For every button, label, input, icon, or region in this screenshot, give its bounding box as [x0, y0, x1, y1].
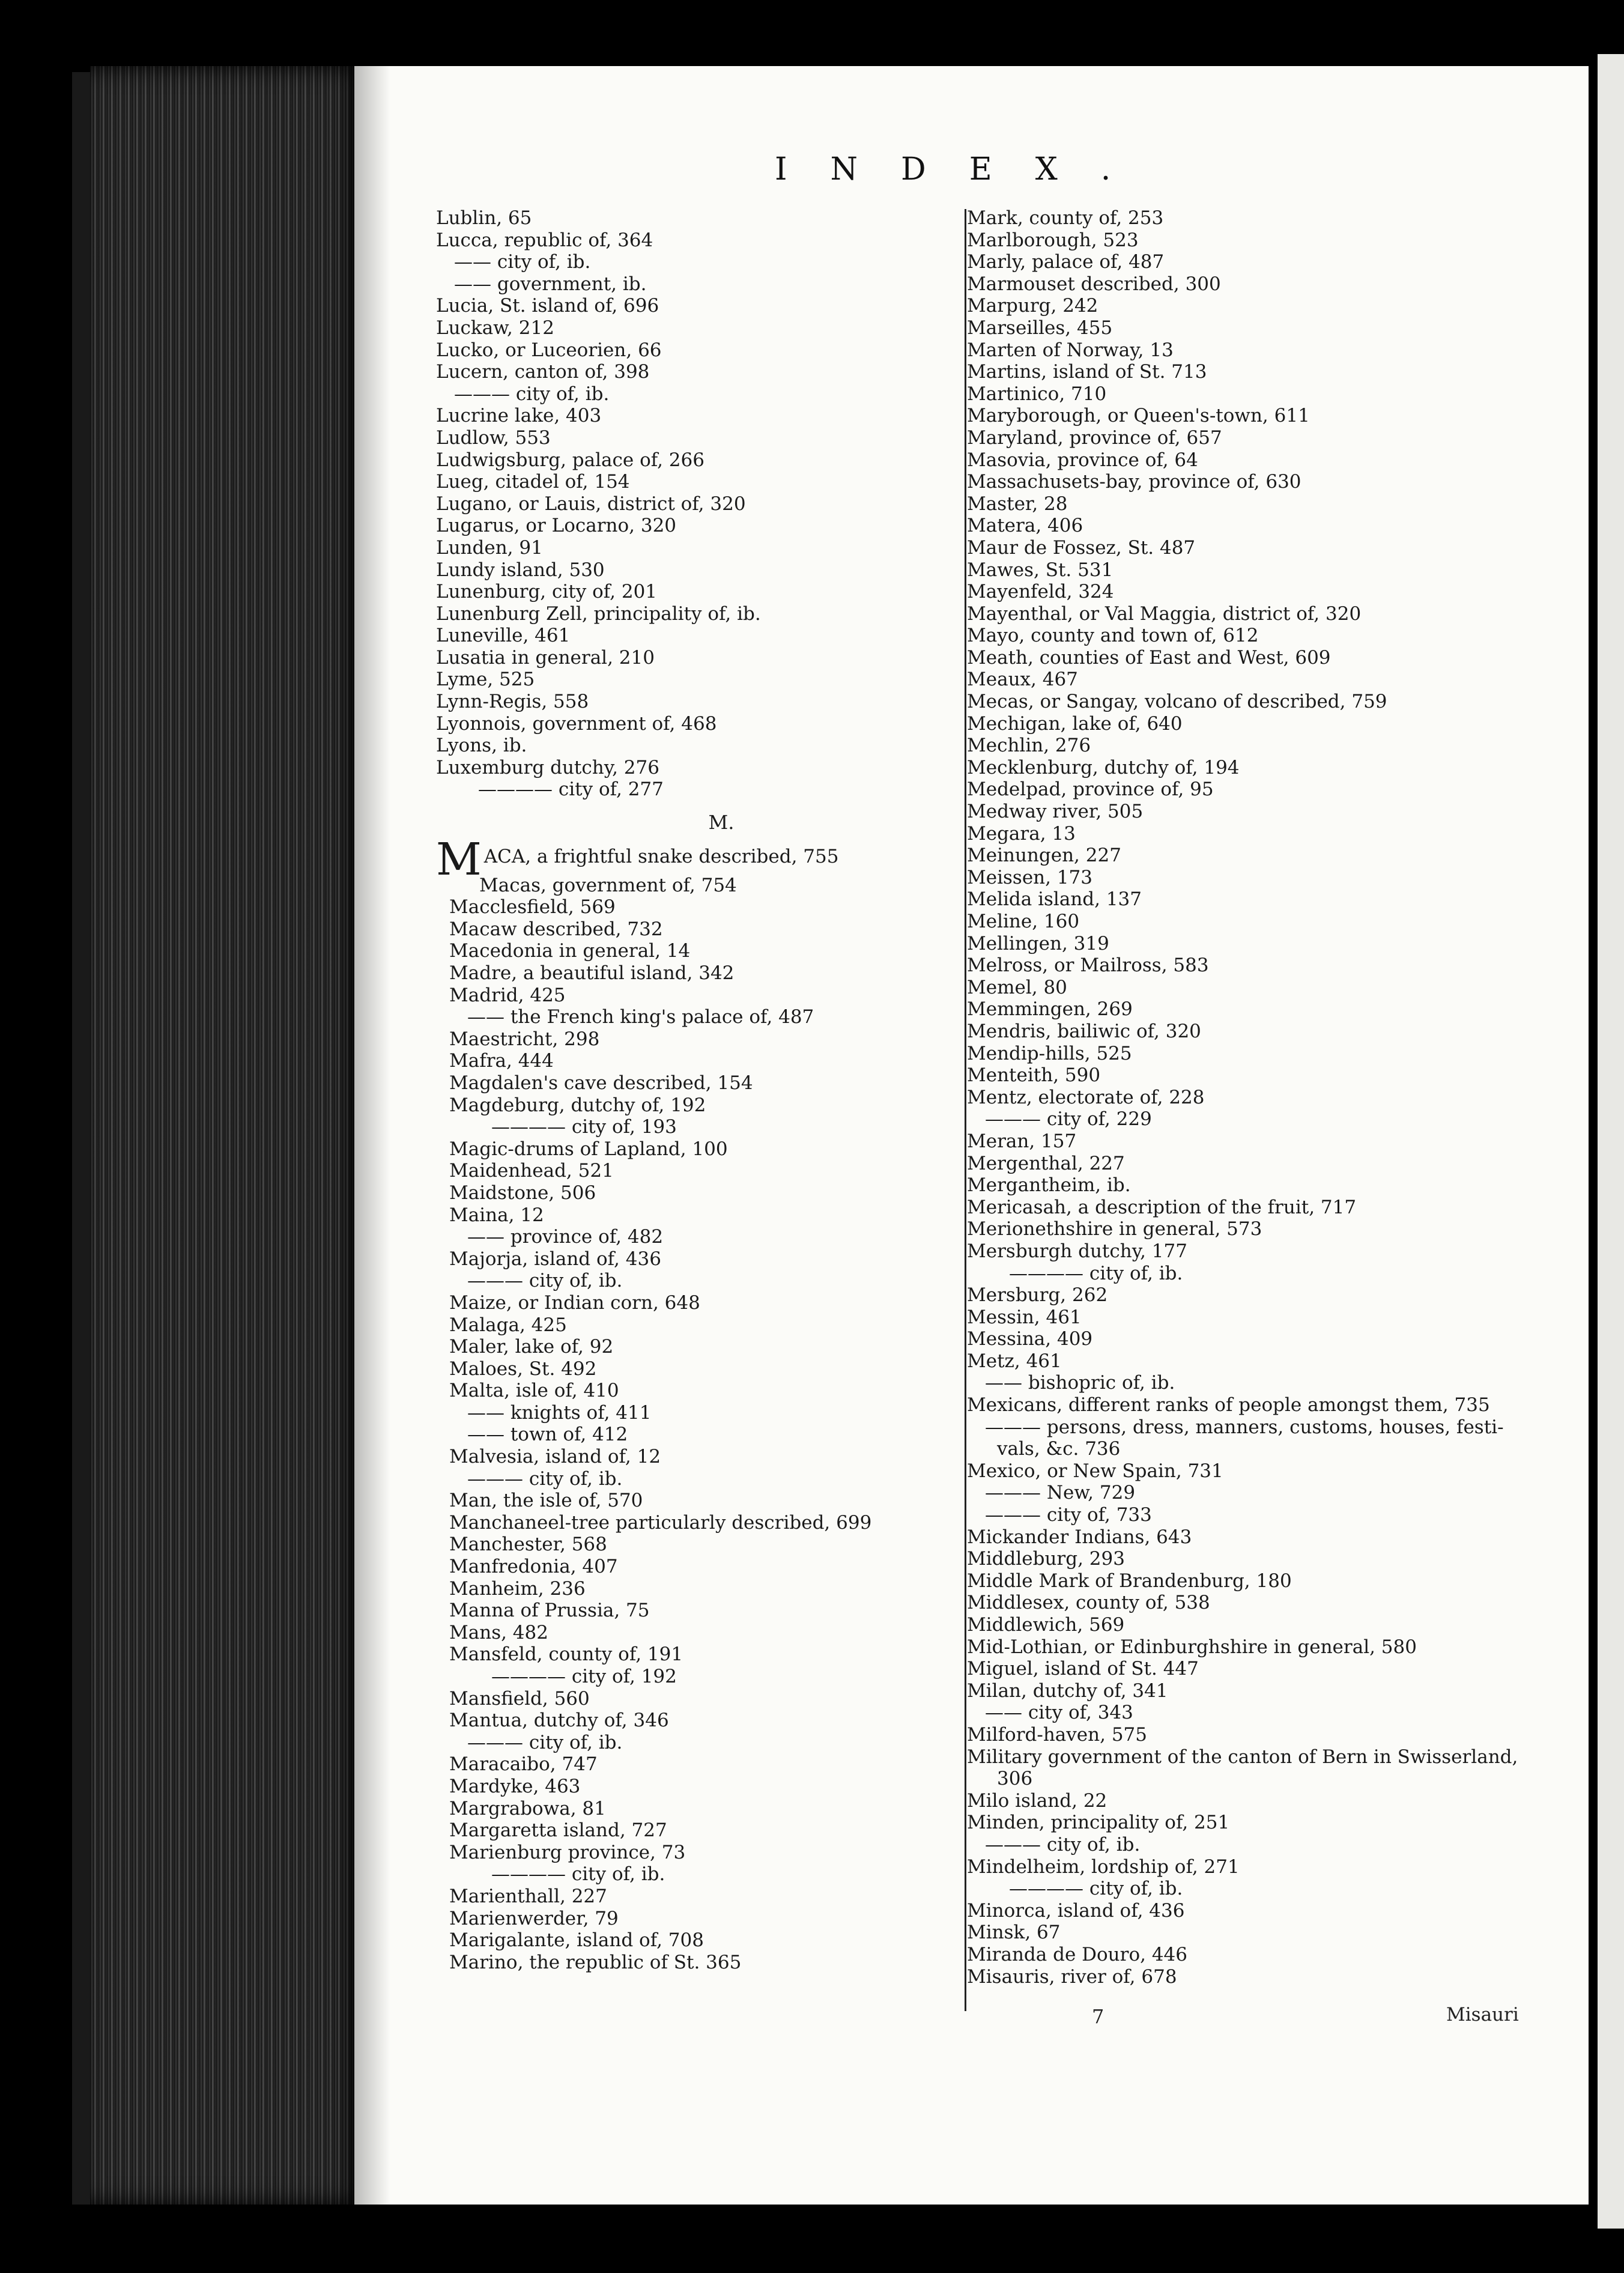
index-entry: Lucrine lake, 403 — [436, 405, 602, 427]
index-entry: Lunden, 91 — [436, 536, 543, 559]
index-entry: Lucca, republic of, 364 — [436, 229, 653, 251]
index-entry: Magic-drums of Lapland, 100 — [449, 1138, 728, 1160]
index-entry: Medway river, 505 — [967, 801, 1144, 823]
index-entry: Mansfeld, county of, 191 — [449, 1643, 683, 1666]
index-entry: Mendip-hills, 525 — [967, 1042, 1132, 1064]
index-entry: Mardyke, 463 — [449, 1775, 581, 1797]
index-entry: Mechigan, lake of, 640 — [967, 712, 1183, 735]
index-entry: Mecklenburg, dutchy of, 194 — [967, 756, 1240, 778]
index-entry: Madrid, 425 — [449, 984, 566, 1006]
index-entry: Mersburg, 262 — [967, 1284, 1108, 1306]
index-entry: Mayenthal, or Val Maggia, district of, 320 — [967, 602, 1362, 625]
index-entry: Middlewich, 569 — [967, 1614, 1125, 1636]
index-entry: Manheim, 236 — [449, 1577, 586, 1600]
index-entry: Lugarus, or Locarno, 320 — [436, 515, 677, 537]
index-entry: —— province of, 482 — [467, 1226, 664, 1248]
page-title: INDEX. — [775, 151, 1154, 187]
index-entry: Mellingen, 319 — [967, 932, 1109, 954]
index-entry: Middle Mark of Brandenburg, 180 — [967, 1570, 1292, 1592]
index-entry: Messina, 409 — [967, 1328, 1093, 1350]
index-entry: Majorja, island of, 436 — [449, 1248, 661, 1270]
index-entry: vals, &c. 736 — [997, 1438, 1121, 1460]
index-entry: MACA, a frightful snake described, 755 — [436, 833, 839, 885]
index-entry: Ludlow, 553 — [436, 426, 551, 449]
index-entry: Mafra, 444 — [449, 1050, 554, 1072]
index-entry: ——— persons, dress, manners, customs, houses, festi- — [985, 1416, 1504, 1438]
index-entry: Meissen, 173 — [967, 866, 1093, 888]
index-entry: Meran, 157 — [967, 1130, 1077, 1152]
index-entry: Mindelheim, lordship of, 271 — [967, 1856, 1240, 1878]
index-entry: Minden, principality of, 251 — [967, 1812, 1230, 1834]
index-entry: Mentz, electorate of, 228 — [967, 1086, 1205, 1108]
index-entry: Maryborough, or Queen's-town, 611 — [967, 405, 1310, 427]
index-entry: ——— city of, ib. — [467, 1270, 623, 1292]
drop-cap: M — [436, 833, 482, 885]
index-entry: Mergenthal, 227 — [967, 1152, 1125, 1174]
index-entry: Middleburg, 293 — [967, 1548, 1125, 1570]
gutter-shadow — [354, 66, 390, 2205]
index-entry: —— bishopric of, ib. — [985, 1372, 1175, 1394]
index-entry: Malaga, 425 — [449, 1314, 567, 1336]
index-entry: Merionethshire in general, 573 — [967, 1218, 1262, 1240]
index-entry: Mantua, dutchy of, 346 — [449, 1710, 669, 1732]
index-entry: Lyons, ib. — [436, 735, 527, 757]
index-entry: ——— city of, ib. — [454, 383, 610, 405]
index-entry: ———— city of, 192 — [491, 1666, 677, 1687]
index-entry: —— the French king's palace of, 487 — [467, 1006, 814, 1028]
index-entry: Massachusets-bay, province of, 630 — [967, 471, 1301, 493]
index-entry: Marienthall, 227 — [449, 1885, 607, 1907]
index-entry: Malta, isle of, 410 — [449, 1380, 619, 1402]
index-column-right — [967, 207, 1518, 1988]
index-entry: Maler, lake of, 92 — [449, 1336, 614, 1358]
index-entry: Macedonia in general, 14 — [449, 940, 691, 962]
index-entry: Madre, a beautiful island, 342 — [449, 962, 735, 984]
index-entry: Ludwigsburg, palace of, 266 — [436, 449, 704, 471]
index-entry: Luckaw, 212 — [436, 317, 554, 339]
index-entry: Maidstone, 506 — [449, 1182, 596, 1204]
index-entry: Metz, 461 — [967, 1350, 1062, 1372]
index-entry: Miranda de Douro, 446 — [967, 1943, 1187, 1965]
index-entry: Mecas, or Sangay, volcano of described, 759 — [967, 691, 1387, 713]
index-entry: ———— city of, 277 — [478, 778, 664, 801]
index-entry: Mawes, St. 531 — [967, 559, 1113, 581]
index-entry: Marten of Norway, 13 — [967, 339, 1174, 361]
index-entry: —— government, ib. — [454, 273, 647, 295]
index-entry: Meath, counties of East and West, 609 — [967, 646, 1331, 669]
index-entry: Middlesex, county of, 538 — [967, 1592, 1210, 1614]
index-entry: Lyme, 525 — [436, 669, 535, 691]
index-entry: Manna of Prussia, 75 — [449, 1600, 650, 1622]
index-entry: Manchester, 568 — [449, 1534, 607, 1556]
index-entry: Margrabowa, 81 — [449, 1797, 606, 1819]
index-entry: ——— city of, ib. — [467, 1467, 623, 1490]
index-entry: —— city of, ib. — [454, 251, 591, 273]
index-entry: Marseilles, 455 — [967, 317, 1113, 339]
index-entry: Mansfield, 560 — [449, 1687, 590, 1710]
index-entry: Maidenhead, 521 — [449, 1160, 614, 1182]
index-entry: Mans, 482 — [449, 1621, 548, 1643]
index-entry: ——— New, 729 — [985, 1482, 1136, 1504]
index-entry: 306 — [997, 1768, 1033, 1790]
index-entry: Marino, the republic of St. 365 — [449, 1951, 742, 1973]
index-entry: Lueg, citadel of, 154 — [436, 471, 630, 493]
index-entry: Maize, or Indian corn, 648 — [449, 1291, 700, 1314]
index-entry: ——— city of, ib. — [467, 1731, 623, 1753]
index-entry: —— knights of, 411 — [467, 1401, 652, 1424]
index-entry: Margaretta island, 727 — [449, 1819, 667, 1842]
index-entry: —— town of, 412 — [467, 1424, 628, 1446]
index-entry: Mersburgh dutchy, 177 — [967, 1240, 1187, 1262]
index-entry: Milan, dutchy of, 341 — [967, 1680, 1168, 1702]
index-column-left — [436, 207, 935, 1973]
index-entry: Maina, 12 — [449, 1204, 544, 1226]
column-divider — [965, 209, 966, 2011]
index-entry: Mickander Indians, 643 — [967, 1526, 1192, 1548]
index-entry: Misauris, river of, 678 — [967, 1965, 1177, 1988]
index-entry: Maracaibo, 747 — [449, 1753, 598, 1776]
next-page-edge — [1598, 54, 1624, 2229]
index-entry: Memmingen, 269 — [967, 998, 1133, 1021]
index-entry: Macaw described, 732 — [449, 918, 663, 940]
index-entry: Marpurg, 242 — [967, 295, 1098, 317]
index-entry: Luxemburg dutchy, 276 — [436, 756, 659, 778]
index-entry: Matera, 406 — [967, 515, 1083, 537]
section-letter: M. — [708, 811, 735, 834]
catchword: Misauri — [1446, 2004, 1519, 2026]
index-entry: Marienburg province, 73 — [449, 1841, 686, 1863]
index-entry: Miguel, island of St. 447 — [967, 1658, 1199, 1680]
index-entry: ———— city of, ib. — [491, 1863, 665, 1886]
index-entry: Memel, 80 — [967, 976, 1067, 998]
index-entry: Mexico, or New Spain, 731 — [967, 1460, 1223, 1482]
index-entry: Marigalante, island of, 708 — [449, 1929, 704, 1952]
index-entry: Lundy island, 530 — [436, 559, 605, 581]
index-entry: Lynn-Regis, 558 — [436, 691, 589, 713]
index-entry: ——— city of, ib. — [985, 1833, 1141, 1856]
index-entry: Maur de Fossez, St. 487 — [967, 536, 1196, 559]
signature-mark: 7 — [1092, 2005, 1104, 2028]
index-entry: Lugano, or Lauis, district of, 320 — [436, 493, 746, 515]
index-entry: ———— city of, ib. — [1009, 1878, 1183, 1900]
index-entry: Meline, 160 — [967, 911, 1080, 932]
index-entry: Mergantheim, ib. — [967, 1174, 1131, 1197]
index-entry: Lucia, St. island of, 696 — [436, 295, 659, 317]
index-entry: Lunenburg, city of, 201 — [436, 581, 658, 603]
index-entry: Macclesfield, 569 — [449, 896, 616, 918]
index-entry: Mechlin, 276 — [967, 735, 1091, 757]
index-entry: Magdeburg, dutchy of, 192 — [449, 1094, 706, 1116]
index-entry: ——— city of, 229 — [985, 1108, 1152, 1130]
index-entry: Messin, 461 — [967, 1306, 1082, 1328]
index-entry: Lublin, 65 — [436, 207, 532, 229]
index-entry: Magdalen's cave described, 154 — [449, 1072, 753, 1094]
index-entry: Lucko, or Luceorien, 66 — [436, 339, 662, 361]
index-entry: Meaux, 467 — [967, 669, 1078, 691]
index-entry: Milo island, 22 — [967, 1789, 1107, 1812]
index-entry: ———— city of, 193 — [491, 1116, 677, 1138]
index-entry: Man, the isle of, 570 — [449, 1490, 643, 1512]
index-entry: Medelpad, province of, 95 — [967, 778, 1214, 801]
index-entry: Maloes, St. 492 — [449, 1358, 597, 1380]
index-entry: Mayo, county and town of, 612 — [967, 625, 1259, 647]
index-entry: Lyonnois, government of, 468 — [436, 712, 717, 735]
index-entry: Malvesia, island of, 12 — [449, 1446, 661, 1468]
index-entry: Melross, or Mailross, 583 — [967, 954, 1209, 977]
index-entry: Marlborough, 523 — [967, 229, 1139, 251]
index-entry: Mayenfeld, 324 — [967, 581, 1114, 603]
index-entry: Megara, 13 — [967, 822, 1076, 845]
index-entry: Masovia, province of, 64 — [967, 449, 1198, 471]
index-entry: Minsk, 67 — [967, 1922, 1061, 1944]
index-entry: Lucern, canton of, 398 — [436, 361, 650, 383]
index-entry: Macas, government of, 754 — [479, 874, 737, 896]
index-entry: Lusatia in general, 210 — [436, 646, 655, 669]
index-entry: Military government of the canton of Bern in Swisserland, — [967, 1746, 1518, 1768]
index-entry: Marmouset described, 300 — [967, 273, 1221, 295]
index-entry: Luneville, 461 — [436, 625, 571, 647]
index-entry: Minorca, island of, 436 — [967, 1899, 1185, 1922]
index-entry: Lunenburg Zell, principality of, ib. — [436, 602, 761, 625]
index-entry: Master, 28 — [967, 493, 1068, 515]
index-entry: Maryland, province of, 657 — [967, 426, 1222, 449]
index-entry: ———— city of, ib. — [1009, 1262, 1183, 1284]
index-entry: Marienwerder, 79 — [449, 1907, 619, 1929]
index-entry: Manchaneel-tree particularly described, 699 — [449, 1511, 872, 1534]
index-entry: Mark, county of, 253 — [967, 207, 1164, 229]
index-entry: Mendris, bailiwic of, 320 — [967, 1020, 1201, 1042]
index-entry: ——— city of, 733 — [985, 1504, 1152, 1526]
index-entry: Meinungen, 227 — [967, 845, 1121, 867]
book-page-edges — [90, 66, 366, 2205]
index-entry: Marly, palace of, 487 — [967, 251, 1165, 273]
index-entry: Melida island, 137 — [967, 888, 1142, 911]
index-entry: Martinico, 710 — [967, 383, 1107, 405]
index-entry: Maestricht, 298 — [449, 1028, 600, 1050]
index-entry: Mericasah, a description of the fruit, 717 — [967, 1196, 1357, 1218]
index-entry: —— city of, 343 — [985, 1702, 1133, 1724]
index-entry: Manfredonia, 407 — [449, 1556, 618, 1578]
index-entry: Milford-haven, 575 — [967, 1723, 1147, 1746]
index-entry: Martins, island of St. 713 — [967, 361, 1207, 383]
index-entry: Menteith, 590 — [967, 1064, 1101, 1087]
index-entry: Mexicans, different ranks of people amongst them, 735 — [967, 1394, 1490, 1416]
index-entry: Mid-Lothian, or Edinburghshire in general, 580 — [967, 1636, 1417, 1658]
